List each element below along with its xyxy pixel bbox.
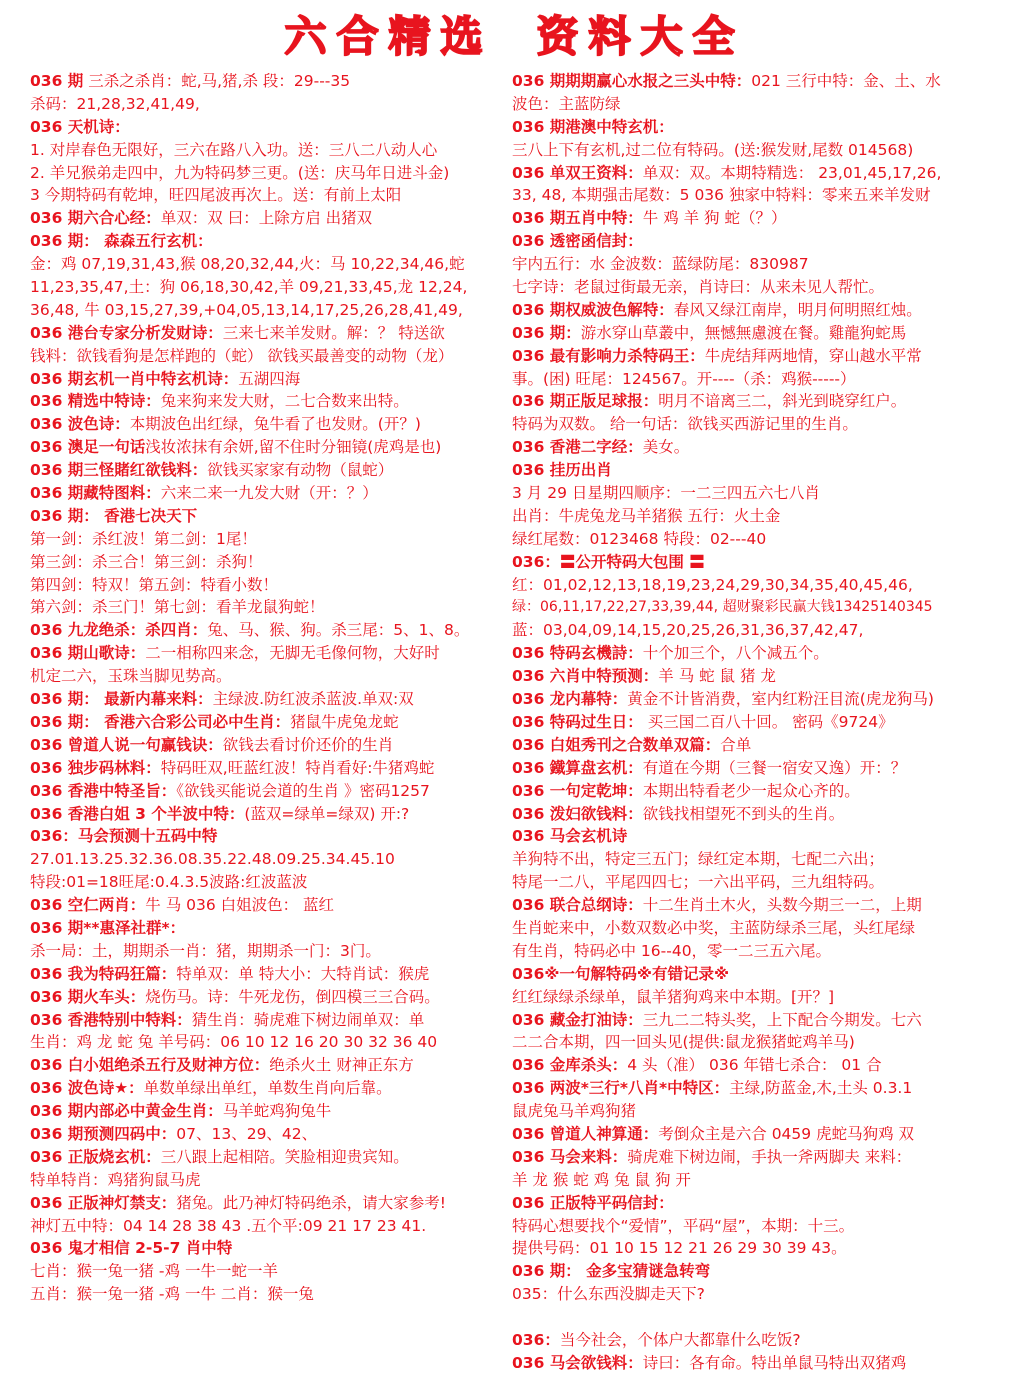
- line-text: 波色：主蓝防绿: [512, 94, 621, 113]
- text-line: [30, 986, 504, 1009]
- text-line: [30, 322, 504, 345]
- line-heading: 036 期预测四码中：: [30, 1124, 177, 1143]
- text-line: [30, 116, 504, 139]
- line-heading: 036 期五肖中特：: [512, 209, 643, 228]
- line-heading: 036 六肖中特预测：: [512, 667, 659, 686]
- text-line: [512, 1237, 994, 1260]
- text-line: [512, 413, 994, 436]
- line-text: 杀码：21,28,32,41,49,: [30, 94, 200, 113]
- line-heading: 036 两波*三行*八肖*中特区：: [512, 1079, 730, 1098]
- text-line: [512, 162, 994, 185]
- text-line: [30, 1215, 504, 1238]
- line-text: (蓝双=绿单=绿双) 开:?: [244, 804, 410, 823]
- line-heading: 036 金库杀头：: [512, 1056, 628, 1075]
- text-line: [512, 1215, 994, 1238]
- text-line: [30, 894, 504, 917]
- line-text: 十个加三个，八个减五个。: [642, 644, 829, 663]
- line-text: 第四剑：特双！第五剑：特看小数！: [30, 575, 279, 594]
- line-text: 烧伤马。诗：牛死龙伤，倒四模三三合码。: [145, 987, 440, 1006]
- line-heading: 036 马会欲钱料：: [512, 1353, 643, 1372]
- line-text: 《欲钱买能说会道的生肖 》密码1257: [176, 781, 430, 800]
- text-line: [512, 1169, 994, 1192]
- line-text: 035：什么东西没脚走天下?: [512, 1285, 705, 1304]
- right-column: [512, 70, 994, 1375]
- line-heading: 036 香港二字经：: [512, 438, 643, 457]
- text-line: [30, 1100, 504, 1123]
- text-line: [30, 688, 504, 711]
- line-text: 27.01.13.25.32.36.08.35.22.48.09.25.34.45.10: [30, 850, 395, 869]
- line-text: 合单: [720, 735, 752, 754]
- line-text: 绿：06,11,17,22,27,33,39,44, 超财聚彩民赢大钱13425140345: [512, 599, 933, 616]
- text-line: [30, 139, 504, 162]
- text-line: [30, 1192, 504, 1215]
- text-line: [30, 368, 504, 391]
- line-text: 主绿,防蓝金,木,土头 0.3.1: [729, 1079, 913, 1098]
- line-text: 浅妆浓抹有余妍,留不住时分钿镜(虎鸡是也): [145, 438, 442, 457]
- line-heading: 036 正版神灯禁支：: [30, 1193, 177, 1212]
- line-text: 诗曰：各有命。特出单鼠马特出双猪鸡: [642, 1353, 907, 1372]
- text-line: [512, 665, 994, 688]
- text-line: [30, 1146, 504, 1169]
- line-text: 1. 对岸春色无限好，三六在路八入功。送：三八二八动人心: [30, 140, 438, 159]
- line-heading: 036 正版特平码信封：: [512, 1193, 674, 1212]
- text-line: [512, 322, 994, 345]
- line-text: 07、13、29、42、: [176, 1124, 318, 1143]
- text-line: [512, 1260, 994, 1283]
- line-heading: 036 期权威波色解特：: [512, 300, 674, 319]
- text-line: [30, 574, 504, 597]
- line-heading: 036 马会来料：: [512, 1147, 628, 1166]
- line-text: 有生肖，特码必中 16--40，零一二三五六尾。: [512, 941, 832, 960]
- text-line: [512, 116, 994, 139]
- line-text: 神灯五中特：04 14 28 38 43 .五个平:09 21 17 23 41.: [30, 1216, 427, 1235]
- text-line: [30, 803, 504, 826]
- text-line: [512, 803, 994, 826]
- title-char: 全: [692, 12, 737, 61]
- text-line: [30, 825, 504, 848]
- line-text: 二一相称四来念，无脚无毛像何物，大好时: [145, 644, 440, 663]
- text-line: [512, 1031, 994, 1054]
- line-text: 欲钱去看讨价还价的生肖: [222, 735, 394, 754]
- line-text: 宇内五行：水 金波数：蓝绿防尾：830987: [512, 255, 809, 274]
- line-text: 十二生肖土木火，头数今期三一二，上期: [642, 896, 922, 915]
- line-text: 欲钱找相望死不到头的生肖。: [642, 804, 845, 823]
- line-text: 36,48, 牛 03,15,27,39,+04,05,13,14,17,25,26,28,41,49,: [30, 300, 463, 319]
- text-line: [512, 253, 994, 276]
- line-heading: 036 波色诗：: [30, 415, 130, 434]
- text-line: [512, 711, 994, 734]
- text-line: [512, 642, 994, 665]
- text-line: [30, 299, 504, 322]
- line-text: 生肖蛇来中，小数双数必中奖，主蓝防绿杀三尾，头红尾绿: [512, 918, 916, 937]
- title-char: 资: [536, 12, 581, 61]
- text-line: [30, 93, 504, 116]
- text-line: [30, 757, 504, 780]
- text-line: [30, 413, 504, 436]
- text-line: [30, 1009, 504, 1032]
- text-line: [30, 917, 504, 940]
- line-text: 021 三行中特：金、土、水: [751, 72, 941, 90]
- line-heading: 036 透密函信封：: [512, 232, 643, 251]
- text-line: [30, 1169, 504, 1192]
- text-line: [512, 436, 994, 459]
- line-heading: 036 期： 森森五行玄机：: [30, 232, 213, 251]
- text-line: [30, 207, 504, 230]
- line-text: 欲钱买家家有动物（鼠蛇）: [207, 461, 394, 480]
- line-heading: 036 期山歌诗：: [30, 644, 146, 663]
- line-heading: 036 单双王资料：: [512, 163, 643, 182]
- text-line: [512, 390, 994, 413]
- text-line: [30, 711, 504, 734]
- line-heading: 036 香港白姐 3 个半波中特：: [30, 804, 245, 823]
- line-heading: 036 期期期赢心水报之三头中特：: [512, 72, 752, 90]
- text-line: [512, 551, 994, 574]
- line-heading: 036 藏金打油诗：: [512, 1010, 643, 1029]
- text-line: [30, 596, 504, 619]
- line-text: 红：01,02,12,13,18,19,23,24,29,30,34,35,40,45,46,: [512, 575, 913, 594]
- text-line: [512, 1306, 994, 1329]
- line-heading: 036 港台专家分析发财诗：: [30, 323, 223, 342]
- text-line: [512, 345, 994, 368]
- text-line: [30, 253, 504, 276]
- line-heading: 036 独步码林料：: [30, 758, 161, 777]
- title-char: 大: [640, 12, 685, 61]
- line-text: 猪兔。此乃神灯特码绝杀，请大家参考!: [176, 1193, 446, 1212]
- text-line: [512, 1077, 994, 1100]
- line-text: 骑虎难下树边闹，手执一斧两脚夫 来料：: [627, 1147, 912, 1166]
- line-heading: 036 一句定乾坤：: [512, 781, 643, 800]
- line-heading: 036 期三怪賭红欲钱料：: [30, 461, 208, 480]
- left-column: [30, 70, 504, 1306]
- line-text: 羊狗特不出，特定三五门；绿红定本期，七配二六出；: [512, 850, 885, 869]
- line-text: 羊 龙 猴 蛇 鸡 兔 鼠 狗 开: [512, 1170, 691, 1189]
- line-heading: 036 白姐秀刊之合数单双篇：: [512, 735, 721, 754]
- line-text: 游水穿山草叢中，無憾無慮渡在餐。雞龍狗蛇馬: [580, 323, 907, 342]
- line-text: 羊 马 蛇 鼠 猪 龙: [658, 667, 776, 686]
- text-line: [512, 1283, 994, 1306]
- text-line: [30, 619, 504, 642]
- line-text: 春风又绿江南岸，明月何明照红烛。: [673, 300, 922, 319]
- line-heading: 036 期**惠泽社群*：: [30, 918, 186, 937]
- text-line: [30, 70, 504, 93]
- line-heading: 036：〓公开特码大包围 〓: [512, 552, 705, 571]
- line-text: 牛虎结拜两地情，穿山越水平常: [704, 346, 922, 365]
- line-text: 本期出特看老少一起众心齐的。: [642, 781, 860, 800]
- line-heading: 036 挂历出肖: [512, 461, 612, 480]
- text-line: [30, 162, 504, 185]
- text-line: [512, 1054, 994, 1077]
- line-text: 特单双：单 特大小：大特肖试：猴虎: [176, 964, 430, 983]
- text-line: [512, 299, 994, 322]
- text-line: [512, 482, 994, 505]
- text-line: [512, 871, 994, 894]
- line-text: 机定二六，玉珠当脚见势高。: [30, 667, 232, 686]
- text-line: [512, 986, 994, 1009]
- line-text: 本期波色出红绿，兔牛看了也发财。(开？): [129, 415, 421, 434]
- line-heading: 036 正版烧玄机：: [30, 1147, 161, 1166]
- line-heading: 036 期火车头：: [30, 987, 146, 1006]
- line-text: 11,23,35,47,土：狗 06,18,30,42,羊 09,21,33,45,龙 12,24,: [30, 278, 468, 297]
- text-line: [512, 917, 994, 940]
- line-text: 绿红尾数：0123468 特段：02---40: [512, 529, 767, 548]
- line-text: 红红绿绿杀绿单，鼠羊猪狗鸡来中本期。[开？]: [512, 987, 835, 1006]
- text-line: [30, 1283, 504, 1306]
- text-line: [512, 459, 994, 482]
- line-text: 第三剑：杀三合！第三剑：杀狗！: [30, 552, 263, 571]
- text-line: [512, 963, 994, 986]
- text-line: [30, 1031, 504, 1054]
- text-line: [30, 528, 504, 551]
- line-text: 第六剑：杀三门！第七剑：看羊龙鼠狗蛇！: [30, 598, 325, 617]
- title-char: 六: [284, 12, 329, 61]
- text-line: [512, 1146, 994, 1169]
- line-text: 三八跟上起相陪。笑脸相迎贵宾知。: [160, 1147, 409, 1166]
- line-text: 3 今期特码有乾坤，旺四尾波再次上。送：有前上太阳: [30, 186, 402, 205]
- line-heading: 036 期港澳中特玄机：: [512, 117, 674, 136]
- text-line: [512, 1352, 994, 1375]
- text-line: [512, 574, 994, 597]
- line-heading: 036：马会预测十五码中特: [30, 827, 218, 846]
- line-heading: 036 期内部必中黄金生肖：: [30, 1102, 223, 1121]
- text-line: [512, 1009, 994, 1032]
- line-text: 猜生肖：骑虎难下树边闹单双：单: [191, 1010, 425, 1029]
- text-line: [512, 734, 994, 757]
- line-heading: 036 天机诗：: [30, 117, 130, 136]
- line-text: 金：鸡 07,19,31,43,猴 08,20,32,44,火：马 10,22,34,46,蛇: [30, 255, 465, 274]
- text-line: [30, 230, 504, 253]
- line-text: 兔来狗来发大财，二七合数来出特。: [160, 392, 409, 411]
- line-text: 明月不谙离三二，斜光到晓穿红户。: [658, 392, 907, 411]
- title-banner: [0, 0, 1021, 68]
- text-line: [512, 139, 994, 162]
- line-heading: 036 香港特别中特料：: [30, 1010, 192, 1029]
- text-line: [30, 436, 504, 459]
- text-line: [512, 93, 994, 116]
- line-text: 三八上下有玄机,过二位有特码。(送:猴发财,尾数 014568): [512, 140, 914, 159]
- line-text: 特码心想要找个“爱情”，平码“屋”，本期：十三。: [512, 1216, 855, 1235]
- text-line: [512, 276, 994, 299]
- line-text: 考倒众主是六合 0459 虎蛇马狗鸡 双: [658, 1124, 914, 1143]
- text-line: [512, 184, 994, 207]
- text-line: [30, 1237, 504, 1260]
- line-heading: 036 曾道人说一句赢钱诀：: [30, 735, 223, 754]
- line-text: 七字诗：老鼠过街最无亲，肖诗曰：从来未见人帮忙。: [512, 278, 885, 297]
- line-text: 提供号码：01 10 15 12 21 26 29 30 39 43。: [512, 1239, 847, 1258]
- line-heading: 036 期: [30, 72, 84, 90]
- line-text: 出肖：牛虎兔龙马羊猪猴 五行：火土金: [512, 506, 781, 525]
- text-line: [30, 1077, 504, 1100]
- text-line: [512, 780, 994, 803]
- line-text: 二二合本期，四一回头见(提供:鼠龙猴猪蛇鸡羊马): [512, 1033, 855, 1052]
- line-text: 单双：双 曰：上除方启 出猪双: [160, 209, 373, 228]
- line-text: 有道在今期（三餐一宿安又逸）开：？: [642, 758, 907, 777]
- line-heading: 036 香港中特圣旨：: [30, 781, 177, 800]
- line-heading: 036 联合总纲诗：: [512, 896, 643, 915]
- text-line: [512, 1100, 994, 1123]
- line-text: 特段:01=18旺尾:0.4.3.5波路:红波蓝波: [30, 873, 308, 892]
- line-heading: 036 期： 香港七决天下: [30, 506, 198, 525]
- line-text: 五肖：猴一兔一猪 -鸡 一牛 二肖：猴一兔: [30, 1285, 314, 1304]
- text-line: [30, 780, 504, 803]
- text-line: [30, 1260, 504, 1283]
- line-heading: 036 白小姐绝杀五行及财神方位：: [30, 1056, 270, 1075]
- text-line: [30, 734, 504, 757]
- title-char: 精: [388, 12, 433, 61]
- line-text: 三九二二特头奖，上下配合今期发。七六: [642, 1010, 922, 1029]
- text-line: [512, 528, 994, 551]
- title-char: 料: [588, 12, 633, 61]
- line-heading: 036 空仁两肖：: [30, 896, 146, 915]
- text-line: [512, 688, 994, 711]
- text-line: [30, 848, 504, 871]
- text-line: [512, 596, 994, 619]
- line-heading: 036 龙内幕特：: [512, 690, 628, 709]
- text-line: [512, 825, 994, 848]
- line-text: 特码为双数。 给一句话：欲钱买西游记里的生肖。: [512, 415, 858, 434]
- line-heading: 036 最有影响力杀特码王：: [512, 346, 705, 365]
- line-text: 六来二来一九发大财（开：？）: [160, 484, 378, 503]
- line-text: 七肖：猴一兔一猪 -鸡 一牛一蛇一羊: [30, 1262, 278, 1281]
- text-line: [30, 184, 504, 207]
- line-text: 生肖：鸡 龙 蛇 兔 羊号码：06 10 12 16 20 30 32 36 40: [30, 1033, 438, 1052]
- text-line: [30, 482, 504, 505]
- line-heading: 036 期藏特图料：: [30, 484, 161, 503]
- text-line: [30, 459, 504, 482]
- line-heading: 036 我为特码狂篇：: [30, 964, 177, 983]
- line-text: 绝杀火土 财神正东方: [269, 1056, 414, 1075]
- text-line: [30, 390, 504, 413]
- line-text: 牛 马 036 白姐波色： 蓝红: [145, 896, 335, 915]
- line-heading: 036：: [512, 1330, 560, 1349]
- text-line: [30, 505, 504, 528]
- text-line: [512, 757, 994, 780]
- line-text: 三来七来羊发财。解：？ 特送欲: [222, 323, 445, 342]
- line-text: 主绿波.防红波杀蓝波.单双:双: [212, 690, 414, 709]
- line-text: 美女。: [642, 438, 690, 457]
- text-line: [512, 70, 994, 93]
- line-text: 买三国二百八十回。 密码《9724》: [642, 712, 894, 731]
- text-line: [512, 1329, 994, 1352]
- text-line: [512, 848, 994, 871]
- text-line: [512, 1123, 994, 1146]
- line-text: 4 头（准） 036 年错七杀合： 01 合: [627, 1056, 882, 1075]
- line-heading: 036 九龙绝杀：杀四肖：: [30, 621, 208, 640]
- line-text: 马羊蛇鸡狗兔牛: [222, 1102, 332, 1121]
- line-text: 2. 羊兄猴弟走四中，九为特码梦三更。(送：庆马年日进斗金): [30, 163, 450, 182]
- line-heading: 036 鐵算盘玄机：: [512, 758, 643, 777]
- line-text: 特单特肖：鸡猪狗鼠马虎: [30, 1170, 201, 1189]
- line-heading: 036 期：: [512, 323, 581, 342]
- text-line: [30, 1054, 504, 1077]
- text-line: [30, 963, 504, 986]
- line-text: 蓝：03,04,09,14,15,20,25,26,31,36,37,42,47,: [512, 621, 864, 640]
- text-line: [30, 345, 504, 368]
- line-text: 当今社会，个体户大都靠什么吃饭?: [559, 1330, 801, 1349]
- text-line: [30, 642, 504, 665]
- text-line: [512, 619, 994, 642]
- line-text: 兔、马、猴、狗。杀三尾：5、1、8。: [207, 621, 470, 640]
- line-text: 单双：双。本期特精选： 23,01,45,17,26,: [642, 163, 942, 182]
- line-heading: 036 期： 香港六合彩公司必中生肖：: [30, 712, 291, 731]
- line-heading: 036※一句解特码※有错记录※: [512, 964, 730, 983]
- line-text: 事。(困) 旺尾：124567。开----（杀：鸡猴-----）: [512, 369, 856, 388]
- line-heading: 036 期： 金多宝猜谜急转弯: [512, 1262, 711, 1281]
- text-line: [512, 207, 994, 230]
- line-heading: 036 期玄机一肖中特玄机诗：: [30, 369, 239, 388]
- line-heading: 036 泼妇欲钱料：: [512, 804, 643, 823]
- line-text: 黄金不计皆消费，室内红粉汪目流(虎龙狗马): [627, 690, 934, 709]
- line-text: 单数单绿出单红，单数生肖向后靠。: [143, 1079, 392, 1098]
- text-line: [30, 1123, 504, 1146]
- line-text: 猪鼠牛虎兔龙蛇: [290, 712, 399, 731]
- text-line: [512, 230, 994, 253]
- line-heading: 036 鬼才相信 2-5-7 肖中特: [30, 1239, 233, 1258]
- line-text: 钱料：欲钱看狗是怎样跑的（蛇） 欲钱买最善变的动物（龙）: [30, 346, 454, 365]
- line-heading: 036 曾道人神算通：: [512, 1124, 659, 1143]
- line-heading: 036 期正版足球报：: [512, 392, 659, 411]
- line-text: 第一剑：杀红波！第二剑：1尾！: [30, 529, 257, 548]
- line-text: 鼠虎兔马羊鸡狗猪: [512, 1102, 637, 1121]
- line-heading: 036 精选中特诗：: [30, 392, 161, 411]
- title-char: 选: [440, 12, 485, 61]
- text-line: [30, 665, 504, 688]
- line-heading: 036 马会玄机诗: [512, 827, 628, 846]
- text-line: [512, 940, 994, 963]
- title-char: 合: [336, 12, 381, 61]
- line-text: 33, 48, 本期强击尾数：5 036 独家中特料：零来五来羊发财: [512, 186, 931, 205]
- line-heading: 036 特码过生日：: [512, 712, 643, 731]
- line-text: 牛 鸡 羊 狗 蛇（？）: [642, 209, 787, 228]
- text-line: [30, 551, 504, 574]
- line-heading: 036 特码玄機詩：: [512, 644, 643, 663]
- line-text: 特码旺双,旺蓝红波！特肖看好:牛猪鸡蛇: [160, 758, 435, 777]
- line-text: 五湖四海: [238, 369, 301, 388]
- text-line: [30, 940, 504, 963]
- text-line: [30, 871, 504, 894]
- text-line: [512, 505, 994, 528]
- line-text: 三杀之杀肖：蛇,马,猪,杀 段：29---35: [83, 72, 351, 90]
- line-text: 杀一局：土，期期杀一肖：猪，期期杀一门：3门。: [30, 941, 381, 960]
- line-text: 3 月 29 日星期四顺序：一二三四五六七八肖: [512, 484, 820, 503]
- text-line: [30, 276, 504, 299]
- text-line: [512, 368, 994, 391]
- line-text: 特尾一二八，平尾四四七；一六出平码，三九组特码。: [512, 873, 885, 892]
- line-heading: 036 期： 最新内幕来料：: [30, 690, 213, 709]
- text-line: [512, 1192, 994, 1215]
- line-heading: 036 波色诗★：: [30, 1079, 144, 1098]
- text-line: [512, 894, 994, 917]
- line-heading: 036 期六合心经：: [30, 209, 161, 228]
- line-heading: 036 澳足一句话: [30, 438, 146, 457]
